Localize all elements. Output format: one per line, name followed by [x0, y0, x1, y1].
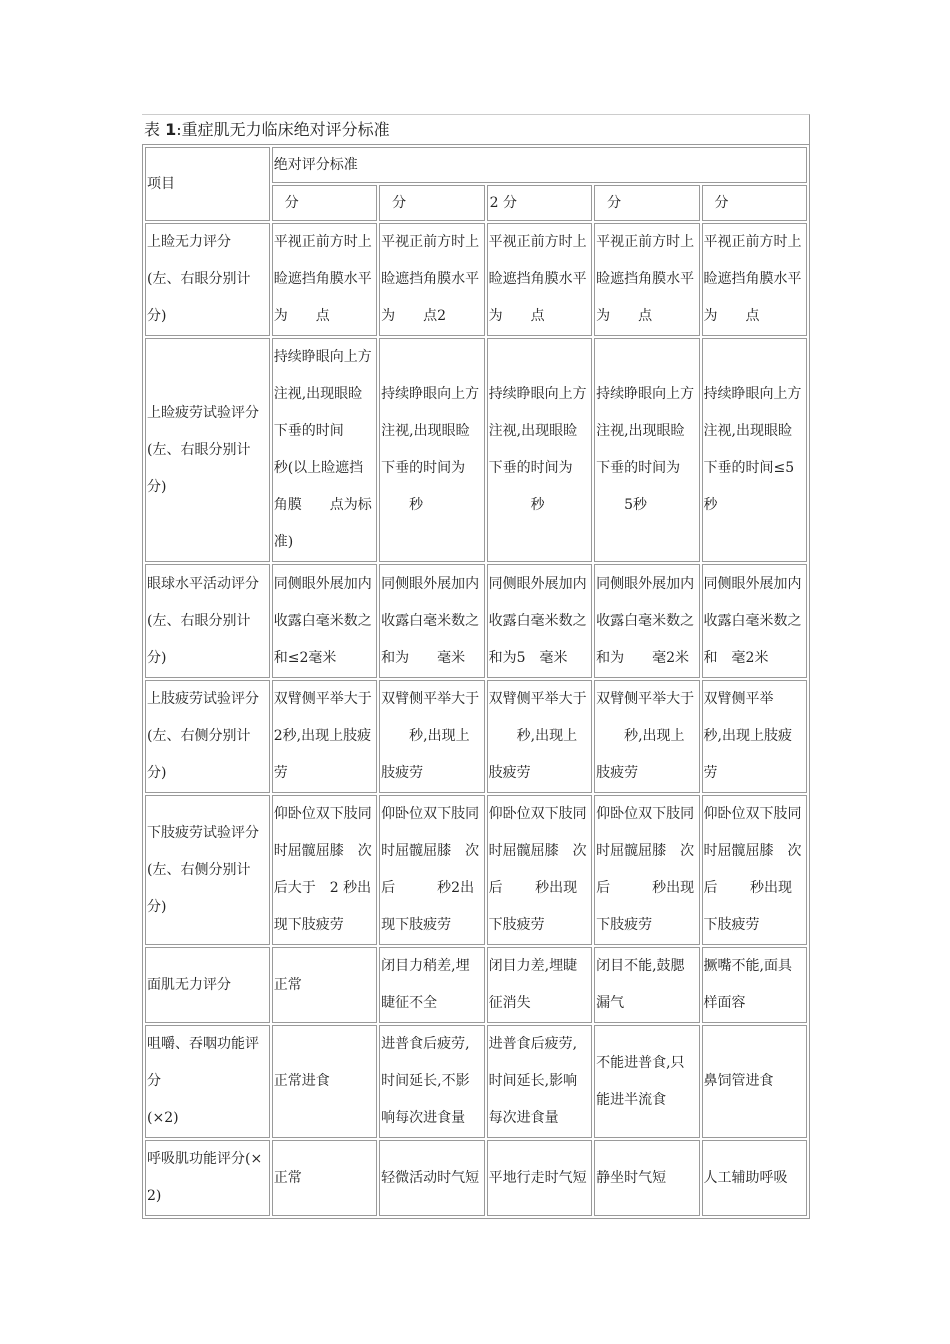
table-row — [145, 795, 807, 945]
row-cell: 双臂侧平举大于 秒,出现上肢疲劳 — [487, 680, 592, 793]
table-row — [145, 947, 807, 1023]
header-score-2: 2 分 — [487, 185, 592, 221]
header-row-group — [145, 147, 807, 183]
header-standard: 绝对评分标准 — [272, 147, 807, 183]
row-cell: 人工辅助呼吸 — [702, 1140, 807, 1216]
row-cell: 进普食后疲劳,时间延长,不影响每次进食量 — [379, 1025, 484, 1138]
table-row — [145, 1025, 807, 1138]
row-cell: 鼻饲管进食 — [702, 1025, 807, 1138]
row-item: 上睑无力评分 (左、右眼分别计分) — [145, 223, 270, 336]
row-cell: 平地行走时气短 — [487, 1140, 592, 1216]
row-cell: 仰卧位双下肢同时屈髋屈膝 次后 秒出现下肢疲劳 — [702, 795, 807, 945]
row-cell: 持续睁眼向上方注视,出现眼睑下垂的时间 秒(以上睑遮挡角膜 点为标准) — [272, 338, 377, 562]
table-row — [145, 338, 807, 562]
row-cell: 正常 — [272, 1140, 377, 1216]
table-row — [145, 223, 807, 336]
row-cell: 平视正前方时上睑遮挡角膜水平为 点 — [702, 223, 807, 336]
row-cell: 双臂侧平举大于 2秒,出现上肢疲劳 — [272, 680, 377, 793]
title-prefix: 表 — [144, 120, 166, 139]
row-cell: 正常 — [272, 947, 377, 1023]
row-cell: 仰卧位双下肢同时屈髋屈膝 次后 秒出现下肢疲劳 — [594, 795, 699, 945]
row-cell: 双臂侧平举大于 秒,出现上肢疲劳 — [594, 680, 699, 793]
row-cell: 仰卧位双下肢同时屈髋屈膝 次后大于 2 秒出现下肢疲劳 — [272, 795, 377, 945]
row-item: 呼吸肌功能评分(×2) — [145, 1140, 270, 1216]
table-title — [142, 114, 810, 144]
document-page — [142, 114, 810, 1219]
row-cell: 同侧眼外展加内收露白毫米数之和为 毫米 — [379, 564, 484, 678]
title-suffix: :重症肌无力临床绝对评分标准 — [176, 120, 390, 139]
row-item: 面肌无力评分 — [145, 947, 270, 1023]
table-row — [145, 680, 807, 793]
row-cell: 正常进食 — [272, 1025, 377, 1138]
row-cell: 双臂侧平举 秒,出现上肢疲劳 — [702, 680, 807, 793]
row-cell: 闭目力差,埋睫征消失 — [487, 947, 592, 1023]
row-cell: 平视正前方时上睑遮挡角膜水平为 点 — [594, 223, 699, 336]
row-cell: 闭目力稍差,埋睫征不全 — [379, 947, 484, 1023]
row-cell: 撅嘴不能,面具样面容 — [702, 947, 807, 1023]
row-item: 眼球水平活动评分 (左、右眼分别计分) — [145, 564, 270, 678]
row-cell: 不能进普食,只能进半流食 — [594, 1025, 699, 1138]
row-cell: 持续睁眼向上方注视,出现眼睑下垂的时间为 秒 — [379, 338, 484, 562]
header-score-1: 分 — [379, 185, 484, 221]
row-cell: 仰卧位双下肢同时屈髋屈膝 次后 秒出现下肢疲劳 — [487, 795, 592, 945]
row-cell: 静坐时气短 — [594, 1140, 699, 1216]
row-cell: 平视正前方时上睑遮挡角膜水平为 点2 — [379, 223, 484, 336]
row-cell: 同侧眼外展加内收露白毫米数之和为5 毫米 — [487, 564, 592, 678]
row-cell: 平视正前方时上睑遮挡角膜水平为 点 — [272, 223, 377, 336]
row-cell: 持续睁眼向上方注视,出现眼睑下垂的时间≤5秒 — [702, 338, 807, 562]
scoring-table — [142, 144, 810, 1219]
row-item: 下肢疲劳试验评分 (左、右侧分别计分) — [145, 795, 270, 945]
row-cell: 持续睁眼向上方注视,出现眼睑下垂的时间为 秒 — [487, 338, 592, 562]
table-row — [145, 564, 807, 678]
row-cell: 同侧眼外展加内收露白毫米数之和为 毫2米 — [594, 564, 699, 678]
header-score-4: 分 — [702, 185, 807, 221]
table-row — [145, 1140, 807, 1216]
header-score-3: 分 — [594, 185, 699, 221]
row-cell: 轻微活动时气短 — [379, 1140, 484, 1216]
row-cell: 进普食后疲劳,时间延长,影响每次进食量 — [487, 1025, 592, 1138]
row-item: 上肢疲劳试验评分 (左、右侧分别计分) — [145, 680, 270, 793]
row-cell: 双臂侧平举大于 秒,出现上肢疲劳 — [379, 680, 484, 793]
row-item: 上睑疲劳试验评分 (左、右眼分别计分) — [145, 338, 270, 562]
title-number: 1 — [165, 120, 177, 139]
row-cell: 仰卧位双下肢同时屈髋屈膝 次后 秒2出现下肢疲劳 — [379, 795, 484, 945]
header-score-0: 分 — [272, 185, 377, 221]
row-cell: 闭目不能,鼓腮漏气 — [594, 947, 699, 1023]
row-cell: 同侧眼外展加内收露白毫米数之和≤2毫米 — [272, 564, 377, 678]
row-cell: 同侧眼外展加内收露白毫米数之和 毫2米 — [702, 564, 807, 678]
row-item: 咀嚼、吞咽功能评分 (×2) — [145, 1025, 270, 1138]
row-cell: 平视正前方时上睑遮挡角膜水平为 点 — [487, 223, 592, 336]
row-cell: 持续睁眼向上方注视,出现眼睑下垂的时间为 5秒 — [594, 338, 699, 562]
header-item: 项目 — [145, 147, 270, 221]
